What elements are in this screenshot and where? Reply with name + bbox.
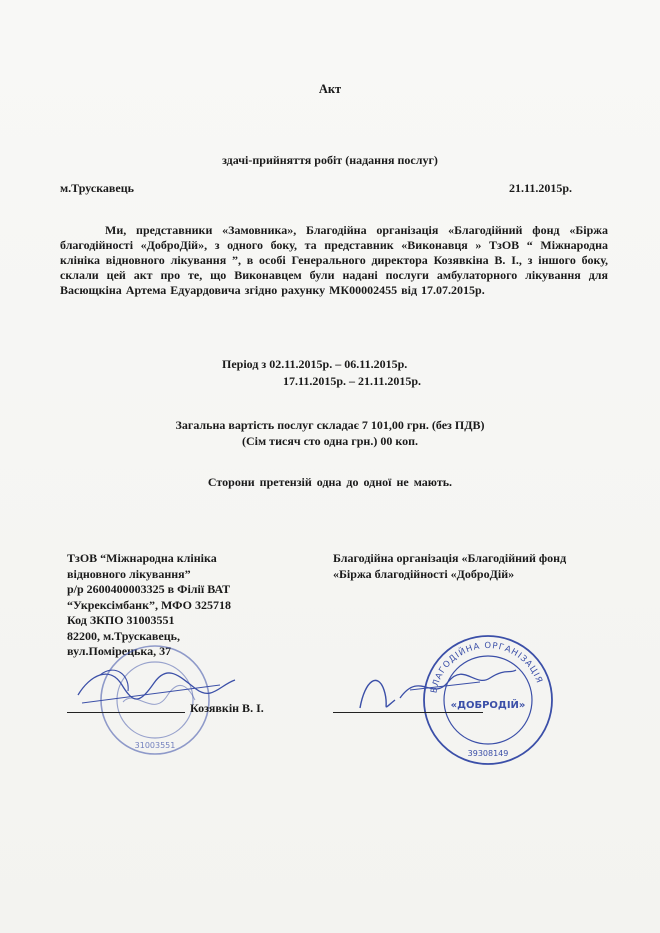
right-party-line: Благодійна організація «Благодійний фонд xyxy=(333,551,567,565)
left-stamp-code: 31003551 xyxy=(134,741,176,750)
right-stamp-code: 39308149 xyxy=(467,749,509,758)
right-signature-line xyxy=(333,712,483,713)
period-line-1: Період з 02.11.2015р. – 06.11.2015р. xyxy=(222,357,408,371)
right-stamp-center-text: «ДОБРОДІЙ» xyxy=(450,700,526,711)
left-party-line: відновного лікування” xyxy=(67,566,191,581)
right-party-line: «Біржа благодійності «ДоброДій» xyxy=(333,566,515,581)
body-paragraph: Ми, представники «Замовника», Благодійна організація «Благодійний фонд «Біржа благодійності «ДоброДій», з одного боку, та представник «Виконавця » ТзОВ “ Міжнародна клініка відновного лікування ”, в особі Генерального директора Козявкіна В. І., з іншого боку, склали цей акт про те, що Виконавцем були надані послуги амбулаторного лікування для Васющкіна Артема Едуардовича згідно рахунку МК00002455 від 17.07.2015р. xyxy=(60,223,608,297)
cost-line-2: (Сім тисяч сто одна грн.) 00 коп. xyxy=(242,434,418,448)
left-party-line: “Укрексімбанк”, МФО 325718 xyxy=(67,597,231,612)
left-party-line: ТзОВ “Міжнародна клініка xyxy=(67,551,217,565)
period-line-2: 17.11.2015р. – 21.11.2015р. xyxy=(283,374,422,388)
date: 21.11.2015р. xyxy=(509,181,573,195)
left-party-line: р/р 2600400003325 в Філії ВАТ xyxy=(67,582,231,596)
right-party-block xyxy=(333,551,566,582)
left-signature-line xyxy=(67,712,185,713)
document-subtitle: здачі-прийняття робіт (надання послуг) xyxy=(222,153,438,167)
right-signature-icon xyxy=(340,660,520,720)
left-party-line: вул.Помірецька, 37 xyxy=(67,644,172,658)
city: м.Трускавець xyxy=(60,181,134,195)
right-stamp-ring-text: БЛАГОДІЙНА ОРГАНІЗАЦІЯ xyxy=(429,640,545,695)
document-title: Акт xyxy=(318,82,342,96)
left-party-line: 82200, м.Трускавець, xyxy=(67,628,180,643)
cost-line-1: Загальна вартість послуг складає 7 101,00 грн. (без ПДВ) xyxy=(175,418,485,432)
claims-statement: Сторони претензій одна до одної не мають. xyxy=(207,475,453,489)
left-party-line: Код ЗКПО 31003551 xyxy=(67,613,175,627)
left-signatory: Козявкін В. І. xyxy=(190,701,264,715)
